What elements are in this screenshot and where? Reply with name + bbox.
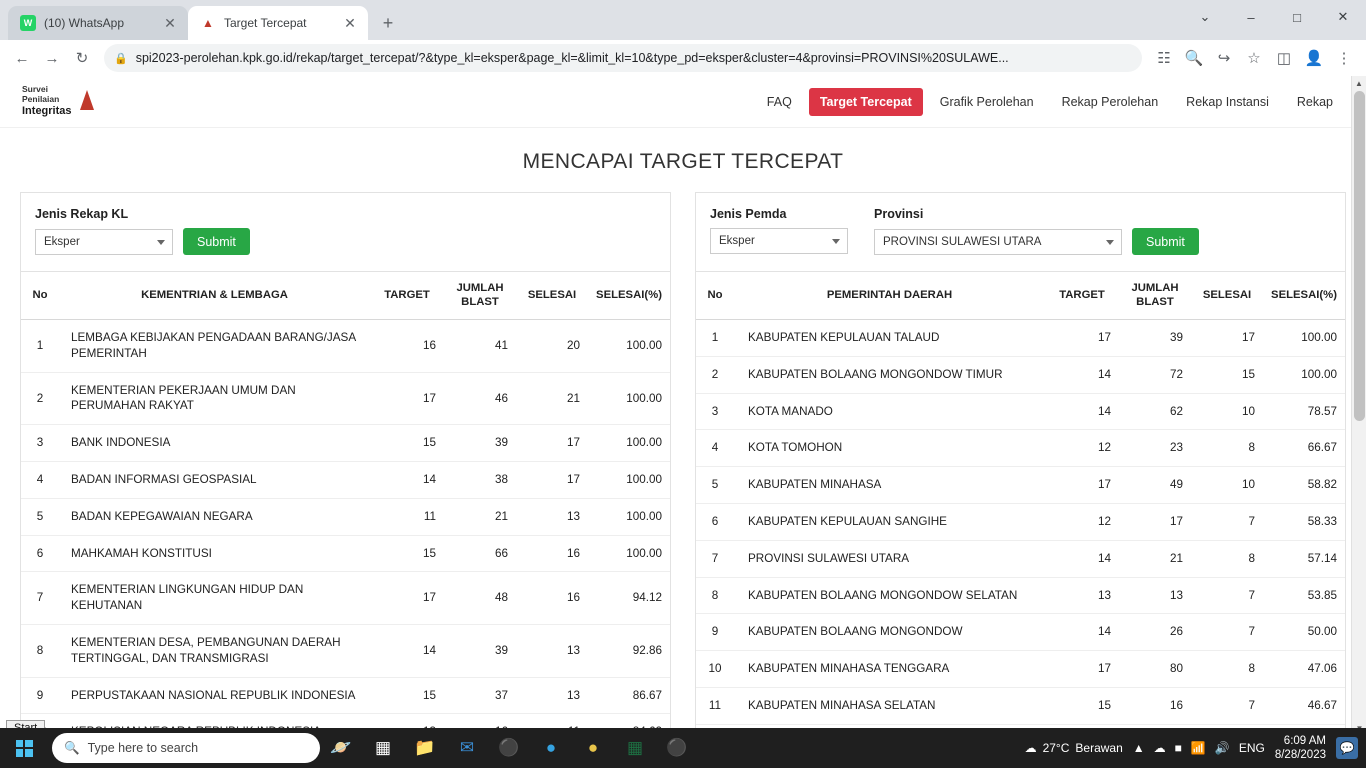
cell-name: BANK INDONESIA xyxy=(59,425,370,462)
logo-line-2: Penilaian xyxy=(22,94,60,105)
battery-icon[interactable]: ■ xyxy=(1174,741,1182,755)
cell-target: 15 xyxy=(370,677,444,714)
logo-text xyxy=(22,85,72,117)
kpk-icon: ▲ xyxy=(200,15,216,31)
cell-selesai: 7 xyxy=(1191,614,1263,651)
cell-no: 2 xyxy=(696,356,734,393)
file-explorer-icon: 📁 xyxy=(414,738,436,757)
cell-blast: 16 xyxy=(1119,688,1191,725)
logo-line-3: Integritas xyxy=(22,104,72,117)
column-header-kementrian: KEMENTRIAN & LEMBAGA xyxy=(59,272,370,320)
address-bar[interactable] xyxy=(104,44,1142,72)
cell-blast: 39 xyxy=(1119,320,1191,357)
taskbar-app-mail[interactable] xyxy=(446,728,488,768)
cell-target: 14 xyxy=(370,462,444,499)
cell-target: 16 xyxy=(370,320,444,373)
cell-target: 17 xyxy=(370,372,444,425)
column-header-jumlah-blast: JUMLAH BLAST xyxy=(1119,272,1191,320)
cell-name: PROVINSI SULAWESI UTARA xyxy=(734,540,1045,577)
search-placeholder: Type here to search xyxy=(87,741,199,755)
column-header-jumlah-blast: JUMLAH BLAST xyxy=(444,272,516,320)
cell-selesai: 16 xyxy=(516,535,588,572)
cell-selesai: 7 xyxy=(1191,577,1263,614)
cell-no: 5 xyxy=(21,498,59,535)
translate-icon[interactable]: ☷ xyxy=(1157,50,1171,67)
cell-pct: 100.00 xyxy=(588,320,670,373)
minimize-button[interactable]: – xyxy=(1247,9,1255,25)
nav-item-target-tercepat[interactable]: Target Tercepat xyxy=(809,88,923,116)
task-view-icon: ▦ xyxy=(374,738,392,757)
cell-pct: 100.00 xyxy=(588,372,670,425)
scrollbar-thumb[interactable] xyxy=(1354,91,1365,421)
cell-blast: 49 xyxy=(1119,467,1191,504)
cell-pct: 50.00 xyxy=(1263,614,1345,651)
nav-item-faq[interactable]: FAQ xyxy=(766,94,792,109)
table-body xyxy=(21,320,670,736)
table-kementrian-lembaga xyxy=(21,272,670,736)
start-button[interactable] xyxy=(0,728,48,768)
left-panel-controls xyxy=(21,193,670,272)
tab-strip xyxy=(0,0,1366,40)
nav-item-rekap[interactable]: Rekap xyxy=(1296,94,1333,109)
table-row[interactable] xyxy=(21,625,670,678)
cell-blast: 48 xyxy=(444,572,516,625)
profile-avatar-icon[interactable]: 👤 xyxy=(1304,50,1324,67)
network-icon[interactable]: 📶 xyxy=(1190,741,1206,755)
cell-pct: 100.00 xyxy=(588,425,670,462)
cell-target: 17 xyxy=(1045,320,1119,357)
cell-selesai: 17 xyxy=(516,425,588,462)
cell-blast: 41 xyxy=(444,320,516,373)
cell-target: 12 xyxy=(1045,504,1119,541)
cell-blast: 80 xyxy=(1119,651,1191,688)
cell-no: 7 xyxy=(21,572,59,625)
cell-target: 12 xyxy=(1045,430,1119,467)
cell-selesai: 8 xyxy=(1191,430,1263,467)
page-content xyxy=(0,76,1366,736)
jenis-rekap-kl-row xyxy=(35,228,250,255)
table-row[interactable] xyxy=(21,372,670,425)
cell-name: KABUPATEN KEPULAUAN SANGIHE xyxy=(734,504,1045,541)
chrome-canary-icon: ● xyxy=(587,738,599,757)
cell-no: 3 xyxy=(21,425,59,462)
cell-no: 1 xyxy=(21,320,59,373)
cell-no: 6 xyxy=(21,535,59,572)
forward-icon[interactable]: → xyxy=(44,49,60,67)
tray-icons xyxy=(1133,741,1265,755)
cell-pct: 86.67 xyxy=(588,677,670,714)
cell-name: LEMBAGA KEBIJAKAN PENGADAAN BARANG/JASA PEMERINTAH xyxy=(59,320,370,373)
cell-name: BADAN KEPEGAWAIAN NEGARA xyxy=(59,498,370,535)
cell-pct: 66.67 xyxy=(1263,430,1345,467)
language-icon[interactable]: ENG xyxy=(1238,741,1265,755)
cell-blast: 17 xyxy=(1119,504,1191,541)
cell-blast: 46 xyxy=(444,372,516,425)
cloud-icon: ☁ xyxy=(1024,741,1037,755)
cell-target: 15 xyxy=(370,535,444,572)
cell-no: 9 xyxy=(21,677,59,714)
cell-pct: 47.06 xyxy=(1263,651,1345,688)
lock-icon: 🔒 xyxy=(114,52,128,65)
table-row[interactable] xyxy=(21,320,670,373)
table-row[interactable] xyxy=(696,504,1345,541)
cell-target: 15 xyxy=(1045,688,1119,725)
cell-name: KABUPATEN MINAHASA SELATAN xyxy=(734,688,1045,725)
cell-target: 17 xyxy=(1045,651,1119,688)
chrome-icon: ⚫ xyxy=(498,738,520,757)
panel-kementrian-lembaga xyxy=(20,192,671,736)
windows-logo-icon xyxy=(16,740,33,757)
cell-selesai: 7 xyxy=(1191,504,1263,541)
site-header xyxy=(0,76,1366,128)
cell-target: 17 xyxy=(370,572,444,625)
page-title: MENCAPAI TARGET TERCEPAT xyxy=(522,150,844,173)
tab-search-icon[interactable]: ⌄ xyxy=(1199,9,1211,24)
new-tab-button[interactable]: + xyxy=(382,12,394,33)
cell-name: KOTA MANADO xyxy=(734,393,1045,430)
column-header-pemerintah-daerah: PEMERINTAH DAERAH xyxy=(734,272,1045,320)
table-row[interactable] xyxy=(21,677,670,714)
table-row[interactable] xyxy=(696,393,1345,430)
cell-pct: 100.00 xyxy=(588,462,670,499)
table-row[interactable] xyxy=(696,577,1345,614)
column-header-no: No xyxy=(21,272,59,320)
cell-pct: 57.14 xyxy=(1263,540,1345,577)
browser-toolbar xyxy=(0,40,1366,76)
back-icon[interactable]: ← xyxy=(14,49,30,67)
cell-blast: 13 xyxy=(1119,577,1191,614)
cell-selesai: 13 xyxy=(516,625,588,678)
provinsi-row xyxy=(874,228,1199,255)
cell-selesai: 17 xyxy=(516,462,588,499)
saturn-icon: 🪐 xyxy=(330,738,352,757)
cell-selesai: 16 xyxy=(516,572,588,625)
browser-menu-icon[interactable]: ⋮ xyxy=(1336,50,1352,67)
close-icon[interactable]: ✕ xyxy=(164,15,176,31)
cell-selesai: 7 xyxy=(1191,688,1263,725)
cell-target: 13 xyxy=(1045,577,1119,614)
jenis-pemda-select[interactable]: Eksper xyxy=(710,228,848,254)
share-icon[interactable]: ↪ xyxy=(1217,50,1231,67)
weather-widget[interactable] xyxy=(1025,741,1123,755)
nav-item-grafik-perolehan[interactable]: Grafik Perolehan xyxy=(939,94,1034,109)
window-controls xyxy=(1182,0,1366,34)
cell-target: 15 xyxy=(370,425,444,462)
cell-pct: 100.00 xyxy=(1263,320,1345,357)
column-header-selesai-pct: SELESAI(%) xyxy=(588,272,670,320)
submit-button-kl[interactable]: Submit xyxy=(183,228,250,255)
page-scrollbar[interactable] xyxy=(1351,76,1366,736)
cell-pct: 100.00 xyxy=(1263,356,1345,393)
table-row[interactable] xyxy=(21,572,670,625)
edge-icon: ● xyxy=(545,738,557,757)
logo-line-1: Survei xyxy=(22,84,48,95)
cell-no: 1 xyxy=(696,320,734,357)
cell-no: 6 xyxy=(696,504,734,541)
table-row[interactable] xyxy=(21,535,670,572)
cell-selesai: 15 xyxy=(1191,356,1263,393)
table-pemerintah-daerah xyxy=(696,272,1345,736)
windows-taskbar xyxy=(0,728,1366,768)
cell-blast: 38 xyxy=(444,462,516,499)
cell-no: 11 xyxy=(696,688,734,725)
mail-icon: ✉ xyxy=(459,738,475,757)
cell-name: KABUPATEN BOLAANG MONGONDOW xyxy=(734,614,1045,651)
jenis-rekap-kl-label: Jenis Rekap KL xyxy=(35,207,129,221)
cell-blast: 23 xyxy=(1119,430,1191,467)
cell-name: KOTA TOMOHON xyxy=(734,430,1045,467)
cell-name: KABUPATEN MINAHASA xyxy=(734,467,1045,504)
taskbar-app-chrome[interactable] xyxy=(488,728,530,768)
cell-no: 9 xyxy=(696,614,734,651)
table-header xyxy=(696,272,1345,320)
reload-icon[interactable]: ↻ xyxy=(75,50,89,67)
jenis-rekap-kl-select[interactable]: Eksper xyxy=(35,229,173,255)
cell-selesai: 8 xyxy=(1191,540,1263,577)
browser-chrome xyxy=(0,0,1366,76)
table-row[interactable] xyxy=(696,320,1345,357)
weather-text: Berawan xyxy=(1075,741,1123,755)
cell-name: KEMENTERIAN PEKERJAAN UMUM DAN PERUMAHAN RAKYAT xyxy=(59,372,370,425)
table-header-row xyxy=(21,272,670,320)
panels-container xyxy=(0,192,1366,736)
taskbar-app-file-explorer[interactable] xyxy=(404,728,446,768)
browser-tab-whatsapp[interactable] xyxy=(8,6,188,40)
logo-triangle-icon xyxy=(76,90,96,112)
excel-icon: ▦ xyxy=(626,738,644,757)
scroll-up-icon[interactable]: ▲ xyxy=(1355,79,1363,88)
cell-target: 14 xyxy=(1045,614,1119,651)
cell-no: 4 xyxy=(21,462,59,499)
cell-blast: 26 xyxy=(1119,614,1191,651)
cell-name: KEMENTERIAN DESA, PEMBANGUNAN DAERAH TERTINGGAL, DAN TRANSMIGRASI xyxy=(59,625,370,678)
cell-pct: 53.85 xyxy=(1263,577,1345,614)
tab-title: Target Tercepat xyxy=(224,16,307,30)
cell-blast: 72 xyxy=(1119,356,1191,393)
table-row[interactable] xyxy=(21,425,670,462)
column-header-selesai-pct: SELESAI(%) xyxy=(1263,272,1345,320)
table-body xyxy=(696,320,1345,736)
cell-selesai: 13 xyxy=(516,498,588,535)
cell-blast: 66 xyxy=(444,535,516,572)
table-row[interactable] xyxy=(696,430,1345,467)
search-icon[interactable]: 🔍 xyxy=(1184,50,1204,67)
cell-pct: 100.00 xyxy=(588,498,670,535)
cell-target: 17 xyxy=(1045,467,1119,504)
cell-pct: 78.57 xyxy=(1263,393,1345,430)
taskbar-search[interactable] xyxy=(52,733,320,763)
cell-selesai: 21 xyxy=(516,372,588,425)
taskbar-clock[interactable] xyxy=(1275,734,1326,763)
cell-target: 14 xyxy=(1045,356,1119,393)
close-icon[interactable]: ✕ xyxy=(344,15,356,31)
table-header-row xyxy=(696,272,1345,320)
table-row[interactable] xyxy=(696,688,1345,725)
cell-no: 8 xyxy=(21,625,59,678)
cell-blast: 62 xyxy=(1119,393,1191,430)
column-header-no: No xyxy=(696,272,734,320)
table-row[interactable] xyxy=(21,498,670,535)
cell-pct: 46.67 xyxy=(1263,688,1345,725)
taskbar-app-chrome-active[interactable] xyxy=(656,728,698,768)
nav-item-rekap-instansi[interactable]: Rekap Instansi xyxy=(1186,94,1269,109)
site-nav xyxy=(756,88,1344,116)
jenis-rekap-kl-group xyxy=(35,207,250,255)
cell-target: 11 xyxy=(370,498,444,535)
cell-selesai: 17 xyxy=(1191,320,1263,357)
chrome-active-icon: ⚫ xyxy=(666,738,688,757)
tab-title: (10) WhatsApp xyxy=(44,16,125,30)
side-panel-icon[interactable]: ◫ xyxy=(1276,50,1292,67)
column-header-selesai: SELESAI xyxy=(516,272,588,320)
cell-no: 8 xyxy=(696,577,734,614)
volume-icon[interactable]: 🔊 xyxy=(1214,741,1230,755)
weather-temp: 27°C xyxy=(1042,741,1070,755)
right-panel-controls xyxy=(696,193,1345,272)
show-hidden-icons[interactable]: ▲ xyxy=(1132,741,1145,755)
cell-no: 4 xyxy=(696,430,734,467)
provinsi-select[interactable]: PROVINSI SULAWESI UTARA xyxy=(874,229,1122,255)
cell-name: KEMENTERIAN LINGKUNGAN HIDUP DAN KEHUTANAN xyxy=(59,572,370,625)
cell-name: PERPUSTAKAAN NASIONAL REPUBLIK INDONESIA xyxy=(59,677,370,714)
cell-pct: 92.86 xyxy=(588,625,670,678)
cell-pct: 94.12 xyxy=(588,572,670,625)
search-icon: 🔍 xyxy=(64,740,80,755)
whatsapp-icon: W xyxy=(20,15,36,31)
submit-button-pemda[interactable]: Submit xyxy=(1132,228,1199,255)
taskbar-app-task-view[interactable] xyxy=(362,728,404,768)
provinsi-group xyxy=(874,207,1199,255)
notification-center-icon[interactable]: 💬 xyxy=(1336,737,1358,759)
table-row[interactable] xyxy=(696,356,1345,393)
provinsi-label: Provinsi xyxy=(874,207,924,221)
taskbar-app-edge[interactable] xyxy=(530,728,572,768)
taskbar-app-saturn[interactable] xyxy=(320,728,362,768)
cell-no: 7 xyxy=(696,540,734,577)
clock-time: 6:09 AM xyxy=(1283,734,1326,747)
table-row[interactable] xyxy=(696,614,1345,651)
cell-selesai: 20 xyxy=(516,320,588,373)
cell-name: BADAN INFORMASI GEOSPASIAL xyxy=(59,462,370,499)
clock-date: 8/28/2023 xyxy=(1274,749,1326,761)
table-row[interactable] xyxy=(696,467,1345,504)
taskbar-app-excel[interactable] xyxy=(614,728,656,768)
column-header-target: TARGET xyxy=(370,272,444,320)
cell-blast: 37 xyxy=(444,677,516,714)
cell-blast: 21 xyxy=(444,498,516,535)
column-header-target: TARGET xyxy=(1045,272,1119,320)
url-text: spi2023-perolehan.kpk.go.id/rekap/target_tercepat/?&type_kl=eksper&page_kl=&limit_kl=10&type_pd=eksper&cluster=4&provinsi=PROVINSI%20SULAWE... xyxy=(135,51,1009,65)
table-row[interactable] xyxy=(21,462,670,499)
cell-no: 3 xyxy=(696,393,734,430)
cell-blast: 21 xyxy=(1119,540,1191,577)
cell-pct: 58.33 xyxy=(1263,504,1345,541)
table-row[interactable] xyxy=(696,540,1345,577)
jenis-pemda-group xyxy=(710,207,848,255)
nav-item-rekap-perolehan[interactable]: Rekap Perolehan xyxy=(1061,94,1159,109)
table-row[interactable] xyxy=(696,651,1345,688)
cell-no: 10 xyxy=(696,651,734,688)
cell-selesai: 8 xyxy=(1191,651,1263,688)
taskbar-app-chrome-canary[interactable] xyxy=(572,728,614,768)
column-header-selesai: SELESAI xyxy=(1191,272,1263,320)
cell-target: 14 xyxy=(370,625,444,678)
site-logo[interactable] xyxy=(22,85,96,117)
onedrive-icon[interactable]: ☁ xyxy=(1153,741,1166,755)
cell-target: 14 xyxy=(1045,393,1119,430)
close-window-button[interactable]: ✕ xyxy=(1337,9,1349,24)
cell-selesai: 10 xyxy=(1191,467,1263,504)
jenis-pemda-label: Jenis Pemda xyxy=(710,207,787,221)
cell-no: 5 xyxy=(696,467,734,504)
bookmark-star-icon[interactable]: ☆ xyxy=(1247,50,1261,67)
cell-blast: 39 xyxy=(444,625,516,678)
cell-selesai: 10 xyxy=(1191,393,1263,430)
cell-selesai: 13 xyxy=(516,677,588,714)
maximize-button[interactable]: □ xyxy=(1293,9,1301,25)
cell-no: 2 xyxy=(21,372,59,425)
cell-pct: 58.82 xyxy=(1263,467,1345,504)
browser-tab-target-tercepat[interactable] xyxy=(188,6,368,40)
cell-target: 14 xyxy=(1045,540,1119,577)
cell-pct: 100.00 xyxy=(588,535,670,572)
cell-name: KABUPATEN BOLAANG MONGONDOW TIMUR xyxy=(734,356,1045,393)
table-header xyxy=(21,272,670,320)
system-tray xyxy=(1025,734,1366,763)
cell-name: KABUPATEN KEPULAUAN TALAUD xyxy=(734,320,1045,357)
cell-name: MAHKAMAH KONSTITUSI xyxy=(59,535,370,572)
cell-blast: 39 xyxy=(444,425,516,462)
panel-pemerintah-daerah xyxy=(695,192,1346,736)
cell-name: KABUPATEN BOLAANG MONGONDOW SELATAN xyxy=(734,577,1045,614)
cell-name: KABUPATEN MINAHASA TENGGARA xyxy=(734,651,1045,688)
